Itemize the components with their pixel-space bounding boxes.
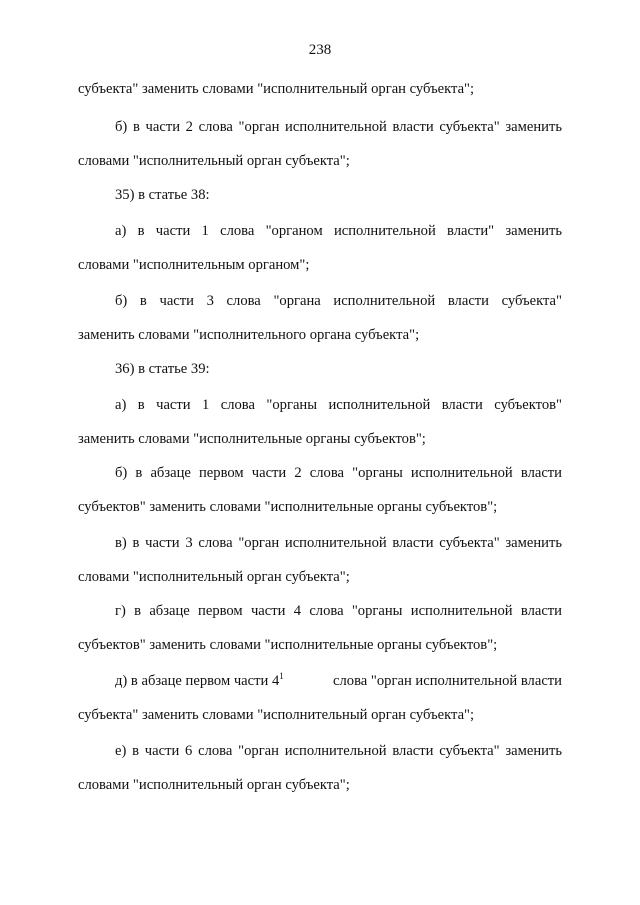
text-line: субъекта" заменить словами "исполнительный орган субъекта";	[78, 81, 475, 97]
text-line-with-superscript	[115, 672, 562, 690]
page-number: 238	[308, 42, 332, 58]
text-line: в) в части 3 слова "орган исполнительной власти субъекта" заменить	[115, 535, 562, 551]
text-line: субъектов" заменить словами "исполнительные органы субъектов";	[78, 637, 498, 653]
text-line: словами "исполнительный орган субъекта";	[78, 777, 350, 793]
text-line: 36) в статье 39:	[115, 361, 210, 377]
text-line: 35) в статье 38:	[115, 187, 210, 203]
text-line: словами "исполнительный орган субъекта";	[78, 569, 350, 585]
text-fragment: д) в абзаце первом части $4^1$	[115, 671, 284, 689]
text-line: а) в части 1 слова "органы исполнительной власти субъектов"	[115, 397, 562, 413]
text-line: е) в части 6 слова "орган исполнительной власти субъекта" заменить	[115, 743, 562, 759]
text-line: б) в части 3 слова "органа исполнительной власти субъекта"	[115, 293, 562, 309]
text-line: заменить словами "исполнительного органа субъекта";	[78, 327, 420, 343]
text-line: словами "исполнительным органом";	[78, 257, 310, 273]
text-line: словами "исполнительный орган субъекта";	[78, 153, 350, 169]
text-line: б) в абзаце первом части 2 слова "органы исполнительной власти	[115, 465, 562, 481]
text-line: субъектов" заменить словами "исполнительные органы субъектов";	[78, 499, 498, 515]
superscript: 1	[279, 671, 284, 681]
text-line: заменить словами "исполнительные органы субъектов";	[78, 431, 426, 447]
text-line: б) в части 2 слова "орган исполнительной власти субъекта" заменить	[115, 119, 562, 135]
text-fragment: слова "орган исполнительной власти	[333, 673, 562, 689]
text-line: г) в абзаце первом части 4 слова "органы исполнительной власти	[115, 603, 562, 619]
text-line: субъекта" заменить словами "исполнительный орган субъекта";	[78, 707, 475, 723]
text-line: а) в части 1 слова "органом исполнительной власти" заменить	[115, 223, 562, 239]
